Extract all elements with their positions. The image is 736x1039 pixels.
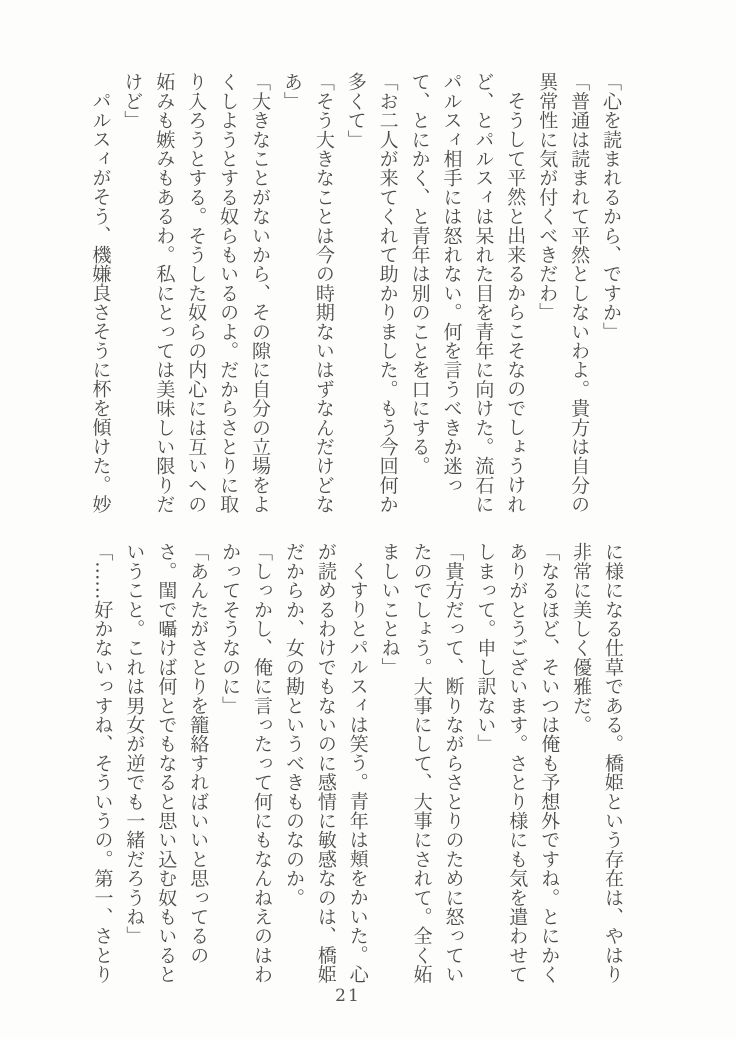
- paragraph-line: に様になる仕草である。橋姫という存在は、やはり非常に美しく優雅だ。: [570, 542, 624, 984]
- paragraph-line: そうして平然と出来るからこそなのでしょうけれど、とパルスィは呆れた目を青年に向けた。流石にパルスィ相手には怒れない。何を言うべきか迷って、とにかく、と青年は別のことを口にする。: [408, 72, 527, 514]
- paragraph-line: 「なるほど、そいつは俺も予想外ですね。とにかくありがとうございます。さとり様にも気を遣わせてしまって。申し訳ない」: [474, 542, 561, 984]
- paragraph-line: くすりとパルスィは笑う。青年は頬をかいた。心が読めるわけでもないのに感情に敏感なのは、橋姫だからか、女の勘というべきものなのか。: [282, 542, 369, 984]
- paragraph-line: 「心を読まれるから、ですか」: [600, 72, 622, 341]
- text-block-bottom: [86, 542, 628, 984]
- paragraph-line: パルスィがそう、機嫌良さそうに杯を傾けた。妙: [89, 91, 112, 514]
- paragraph-line: 「あんたがさとりを籠絡すればいいと思ってるのさ。閨で囁けば何とでもなると思い込む奴もいるということ。これは男女が逆でも一緒だろうね」: [123, 542, 210, 984]
- paragraph-line: 「……好かないっすね、そういうの。第一、さとり: [91, 542, 114, 984]
- paragraph-line: 「お二人が来てくれて助かりました。もう今回何か多くて」: [344, 72, 399, 514]
- paragraph-line: 「普通は読まれて平然としないわよ。貴方は自分の異常性に気が付くべきだわ」: [536, 72, 591, 514]
- paragraph-line: 「大きなことがないから、その隙に自分の立場をよくしようとする奴らもいるのよ。だからさとりに取り入ろうとする。そうした奴らの内心には互いへの妬みも嫉みもあるわ。私にとっては美味しい限りだけど」: [121, 72, 272, 514]
- paragraph-line: 「しっかし、俺に言ったって何にもなんねえのはわかってそうなのに」: [219, 542, 274, 984]
- paragraph-line: 「貴方だって、断りながらさとりのために怒っていたのでしょう。大事にして、大事にされて。全く妬ましいことね」: [378, 542, 465, 984]
- page-number: 21: [335, 986, 361, 1006]
- paragraph-line: 「そう大きなことは今の時期ないはずなんだけどなあ」: [280, 72, 335, 514]
- text-block-top: [84, 72, 626, 514]
